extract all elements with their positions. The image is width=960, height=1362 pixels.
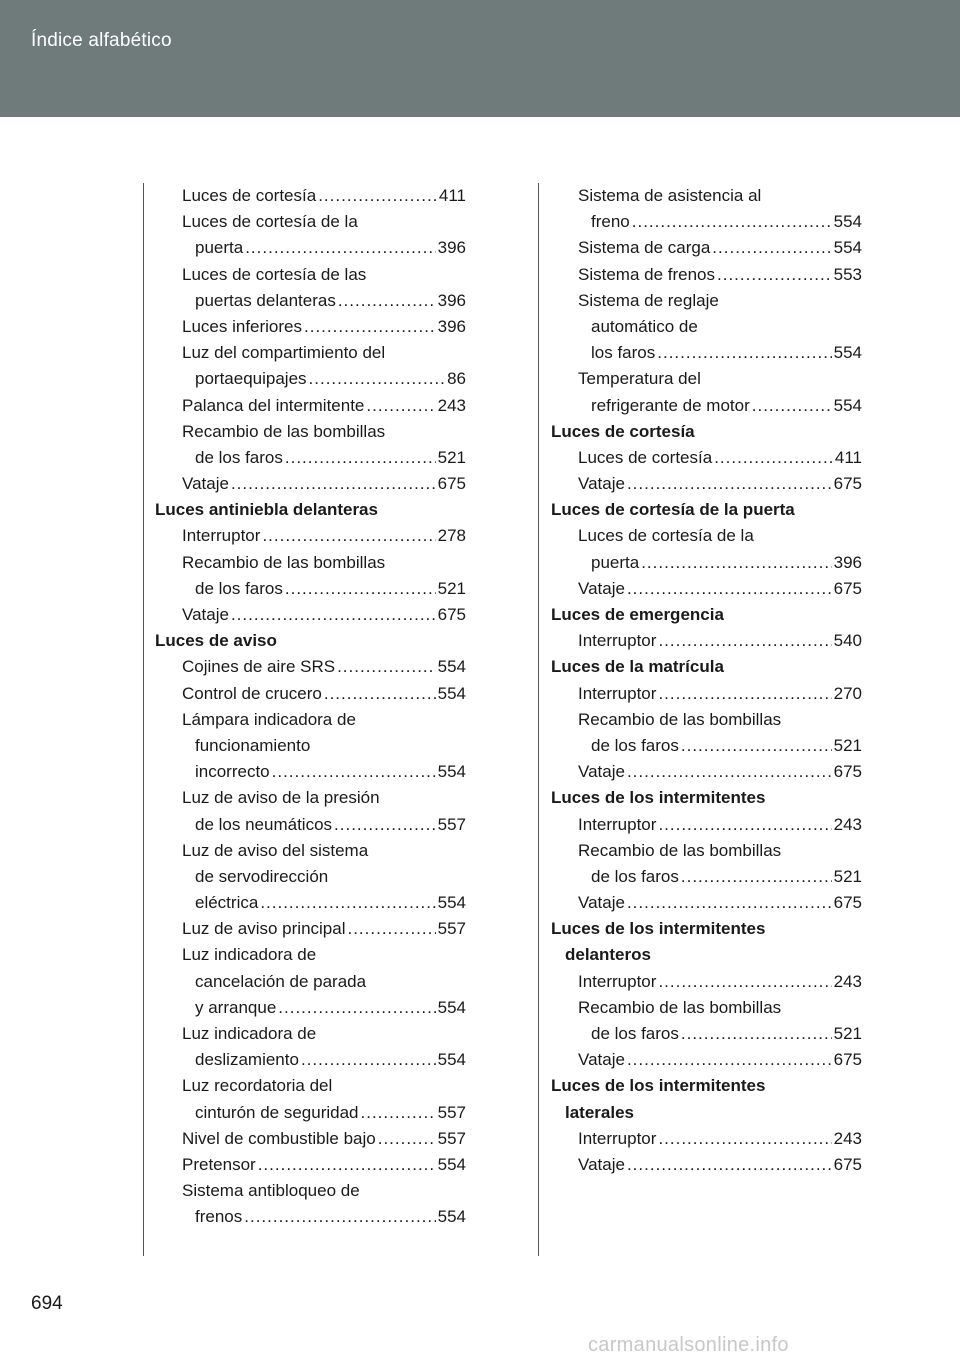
- entry-page-number: 675: [833, 1050, 862, 1070]
- entry-text: refrigerante de motor: [591, 395, 750, 415]
- dot-leader: [627, 1047, 832, 1073]
- entry-text: Interruptor: [578, 814, 657, 834]
- index-entry: [155, 759, 466, 785]
- dot-leader: [658, 1126, 831, 1152]
- dot-leader: [361, 1100, 436, 1126]
- entry-text: deslizamiento: [195, 1050, 299, 1070]
- dot-leader: [338, 288, 436, 314]
- entry-text: y arranque: [195, 997, 277, 1017]
- entry-page-number: 521: [833, 735, 862, 755]
- dot-leader: [681, 733, 832, 759]
- index-entry: [155, 995, 466, 1021]
- index-heading: Luces de la matrícula: [551, 657, 724, 677]
- entry-text: Vataje: [182, 474, 229, 494]
- entry-page-number: 278: [437, 526, 466, 546]
- dot-leader: [244, 1204, 435, 1230]
- index-entry: [551, 1152, 862, 1178]
- entry-text: Luces de cortesía: [182, 186, 317, 205]
- entry-page-number: 411: [834, 447, 862, 467]
- index-entry: Recambio de las bombillas: [578, 709, 782, 729]
- entry-text: de los faros: [591, 866, 679, 886]
- index-heading: Luces de emergencia: [551, 605, 724, 624]
- entry-text: de los faros: [195, 578, 283, 598]
- dot-leader: [658, 681, 831, 707]
- dot-leader: [681, 1021, 832, 1047]
- entry-page-number: 557: [437, 919, 466, 939]
- entry-text: los faros: [591, 343, 656, 363]
- dot-leader: [658, 969, 831, 995]
- index-entry: [551, 445, 862, 471]
- index-entry: [551, 235, 862, 261]
- entry-page-number: 243: [833, 814, 862, 834]
- entry-page-number: 243: [437, 395, 466, 415]
- dot-leader: [366, 393, 435, 419]
- index-entry: Luz recordatoria del: [182, 1076, 333, 1096]
- index-entry: [551, 576, 862, 602]
- index-entry: [155, 1152, 466, 1178]
- entry-page-number: 554: [437, 893, 466, 913]
- entry-text: Interruptor: [578, 683, 657, 703]
- entry-text: eléctrica: [195, 893, 259, 913]
- index-heading: Luces de cortesía de la puerta: [551, 500, 795, 520]
- entry-text: Vataje: [578, 1050, 625, 1070]
- dot-leader: [231, 471, 436, 497]
- dot-leader: [752, 393, 832, 419]
- page-number: 694: [31, 1293, 63, 1314]
- dot-leader: [657, 340, 831, 366]
- index-column-left: [155, 183, 466, 1231]
- dot-leader: [712, 235, 831, 261]
- dot-leader: [278, 995, 435, 1021]
- index-entry: [155, 366, 466, 392]
- index-entry: [155, 602, 466, 628]
- index-entry: Luz indicadora de: [182, 1024, 317, 1043]
- entry-page-number: 675: [833, 762, 862, 782]
- index-entry: [551, 471, 862, 497]
- entry-page-number: 557: [437, 1128, 466, 1148]
- index-entry: [155, 393, 466, 419]
- dot-leader: [627, 890, 832, 916]
- index-entry: [551, 733, 862, 759]
- index-entry: [551, 759, 862, 785]
- entry-page-number: 521: [437, 578, 466, 598]
- dot-leader: [301, 1047, 436, 1073]
- index-entry: Sistema de asistencia al: [578, 186, 762, 205]
- dot-leader: [347, 916, 435, 942]
- index-entry: [551, 550, 862, 576]
- index-entry: [155, 654, 466, 680]
- entry-page-number: 270: [833, 683, 862, 703]
- entry-page-number: 675: [437, 605, 466, 624]
- entry-text: puerta: [591, 552, 640, 572]
- entry-text: Vataje: [578, 1154, 625, 1174]
- section-title: Índice alfabético: [31, 30, 172, 51]
- index-heading: Luces de aviso: [155, 631, 277, 651]
- index-entry: [155, 576, 466, 602]
- entry-text: Vataje: [578, 893, 625, 913]
- index-heading: Luces antiniebla delanteras: [155, 500, 378, 520]
- dot-leader: [304, 314, 436, 340]
- entry-page-number: 675: [833, 578, 862, 598]
- dot-leader: [378, 1126, 436, 1152]
- index-entry: Luces de cortesía de las: [182, 264, 367, 284]
- index-entry: [551, 393, 862, 419]
- entry-page-number: 557: [437, 814, 466, 834]
- entry-page-number: 396: [437, 238, 466, 258]
- index-entry: Sistema de reglaje: [578, 290, 719, 310]
- index-entry: Sistema antibloqueo de: [182, 1181, 360, 1201]
- entry-page-number: 553: [833, 264, 862, 284]
- watermark: carmanualsonline.info: [588, 1334, 789, 1356]
- entry-page-number: 554: [437, 683, 466, 703]
- dot-leader: [627, 1152, 832, 1178]
- entry-page-number: 86: [447, 369, 466, 389]
- index-entry: [155, 471, 466, 497]
- index-entry: [155, 235, 466, 261]
- entry-page-number: 675: [833, 1154, 862, 1174]
- dot-leader: [334, 812, 436, 838]
- entry-text: Vataje: [578, 578, 625, 598]
- entry-page-number: 521: [833, 866, 862, 886]
- index-heading: Luces de los intermitentes: [551, 788, 766, 808]
- entry-text: Cojines de aire SRS: [182, 657, 336, 677]
- entry-text: Control de crucero: [182, 683, 322, 703]
- entry-page-number: 554: [833, 238, 862, 258]
- entry-page-number: 675: [833, 893, 862, 913]
- entry-text: Interruptor: [578, 631, 657, 651]
- entry-page-number: 521: [437, 447, 466, 467]
- index-entry: [155, 916, 466, 942]
- index-entry: Recambio de las bombillas: [578, 840, 782, 860]
- entry-text: Sistema de carga: [578, 238, 711, 258]
- entry-text: Nivel de combustible bajo: [182, 1128, 376, 1148]
- index-entry: [551, 1021, 862, 1047]
- dot-leader: [627, 759, 832, 785]
- entry-text: de los faros: [195, 447, 283, 467]
- entry-text: Interruptor: [182, 526, 261, 546]
- index-entry: Lámpara indicadora de: [182, 709, 356, 729]
- index-entry: [155, 445, 466, 471]
- dot-leader: [324, 681, 436, 707]
- index-heading: Luces de los intermitentes: [551, 919, 766, 939]
- index-entry: Luz de aviso del sistema: [182, 840, 369, 860]
- entry-page-number: 554: [437, 997, 466, 1017]
- index-entry: Recambio de las bombillas: [578, 997, 782, 1017]
- dot-leader: [258, 1152, 436, 1178]
- index-entry: Luz de aviso de la presión: [182, 788, 380, 808]
- index-entry: [155, 288, 466, 314]
- entry-text: cinturón de seguridad: [195, 1102, 359, 1122]
- entry-text: Sistema de frenos: [578, 264, 716, 284]
- index-entry: cancelación de parada: [195, 971, 367, 991]
- index-entry: [155, 890, 466, 916]
- dot-leader: [285, 445, 436, 471]
- entry-text: frenos: [195, 1207, 243, 1227]
- dot-leader: [627, 576, 832, 602]
- entry-page-number: 521: [833, 1024, 862, 1043]
- index-entry: Recambio de las bombillas: [182, 552, 386, 572]
- dot-leader: [285, 576, 436, 602]
- entry-text: Vataje: [578, 474, 625, 494]
- index-entry: [551, 1126, 862, 1152]
- index-entry: [551, 340, 862, 366]
- entry-text: de los faros: [591, 735, 679, 755]
- entry-page-number: 554: [833, 395, 862, 415]
- entry-text: puertas delanteras: [195, 290, 336, 310]
- index-entry: [551, 969, 862, 995]
- index-entry: de servodirección: [195, 866, 329, 886]
- entry-page-number: 554: [437, 657, 466, 677]
- index-entry: [155, 681, 466, 707]
- entry-text: Palanca del intermitente: [182, 395, 365, 415]
- index-heading: laterales: [565, 1102, 634, 1122]
- entry-text: portaequipajes: [195, 369, 307, 389]
- entry-text: Pretensor: [182, 1154, 256, 1174]
- entry-page-number: 554: [437, 1154, 466, 1174]
- header-bar: [0, 0, 960, 117]
- dot-leader: [231, 602, 436, 628]
- entry-page-number: 396: [437, 290, 466, 310]
- index-entry: [155, 1126, 466, 1152]
- index-entry: [551, 864, 862, 890]
- entry-text: de los faros: [591, 1024, 679, 1043]
- entry-text: puerta: [195, 238, 244, 258]
- index-entry: [551, 812, 862, 838]
- entry-text: Vataje: [182, 605, 229, 624]
- dot-leader: [714, 445, 833, 471]
- index-entry: [551, 681, 862, 707]
- entry-page-number: 396: [833, 552, 862, 572]
- entry-text: de los neumáticos: [195, 814, 333, 834]
- entry-text: Luz de aviso principal: [182, 919, 346, 939]
- index-entry: [551, 1047, 862, 1073]
- dot-leader: [260, 890, 435, 916]
- entry-page-number: 243: [833, 1128, 862, 1148]
- entry-page-number: 557: [437, 1102, 466, 1122]
- dot-leader: [337, 654, 436, 680]
- dot-leader: [309, 366, 446, 392]
- index-entry: Luces de cortesía de la: [182, 212, 358, 232]
- dot-leader: [318, 183, 437, 209]
- entry-page-number: 554: [833, 343, 862, 363]
- index-entry: [551, 262, 862, 288]
- index-entry: funcionamiento: [195, 735, 311, 755]
- dot-leader: [641, 550, 831, 576]
- dot-leader: [658, 628, 831, 654]
- entry-page-number: 396: [437, 316, 466, 336]
- index-entry: [155, 314, 466, 340]
- column-divider-left: [143, 183, 144, 1256]
- index-heading: Luces de los intermitentes: [551, 1076, 766, 1096]
- index-entry: [551, 890, 862, 916]
- index-entry: [551, 628, 862, 654]
- index-entry: Luz indicadora de: [182, 945, 317, 965]
- index-entry: [155, 183, 466, 209]
- dot-leader: [658, 812, 831, 838]
- entry-page-number: 411: [438, 186, 466, 205]
- entry-page-number: 554: [437, 762, 466, 782]
- entry-text: Luces inferiores: [182, 316, 303, 336]
- dot-leader: [632, 209, 832, 235]
- entry-page-number: 540: [833, 631, 862, 651]
- index-entry: [155, 523, 466, 549]
- entry-page-number: 243: [833, 971, 862, 991]
- dot-leader: [681, 864, 832, 890]
- index-entry: [155, 1204, 466, 1230]
- entry-page-number: 554: [833, 212, 862, 232]
- index-heading: delanteros: [565, 945, 651, 965]
- entry-text: Interruptor: [578, 1128, 657, 1148]
- dot-leader: [245, 235, 435, 261]
- index-entry: [155, 1047, 466, 1073]
- entry-text: incorrecto: [195, 762, 270, 782]
- entry-page-number: 675: [437, 474, 466, 494]
- entry-text: Interruptor: [578, 971, 657, 991]
- entry-text: freno: [591, 212, 630, 232]
- entry-text: Luces de cortesía: [578, 447, 713, 467]
- index-entry: Luz del compartimiento del: [182, 343, 386, 363]
- index-entry: Recambio de las bombillas: [182, 421, 386, 441]
- index-heading: Luces de cortesía: [551, 421, 695, 441]
- index-entry: [551, 209, 862, 235]
- index-column-right: [551, 183, 862, 1178]
- dot-leader: [717, 262, 832, 288]
- index-entry: Luces de cortesía de la: [578, 526, 754, 546]
- dot-leader: [627, 471, 832, 497]
- entry-page-number: 675: [833, 474, 862, 494]
- index-entry: automático de: [591, 316, 698, 336]
- index-entry: [155, 1100, 466, 1126]
- dot-leader: [272, 759, 436, 785]
- entry-text: Vataje: [578, 762, 625, 782]
- dot-leader: [262, 523, 435, 549]
- column-divider-right: [538, 183, 539, 1256]
- index-entry: Temperatura del: [578, 369, 701, 389]
- entry-page-number: 554: [437, 1050, 466, 1070]
- entry-page-number: 554: [437, 1207, 466, 1227]
- index-entry: [155, 812, 466, 838]
